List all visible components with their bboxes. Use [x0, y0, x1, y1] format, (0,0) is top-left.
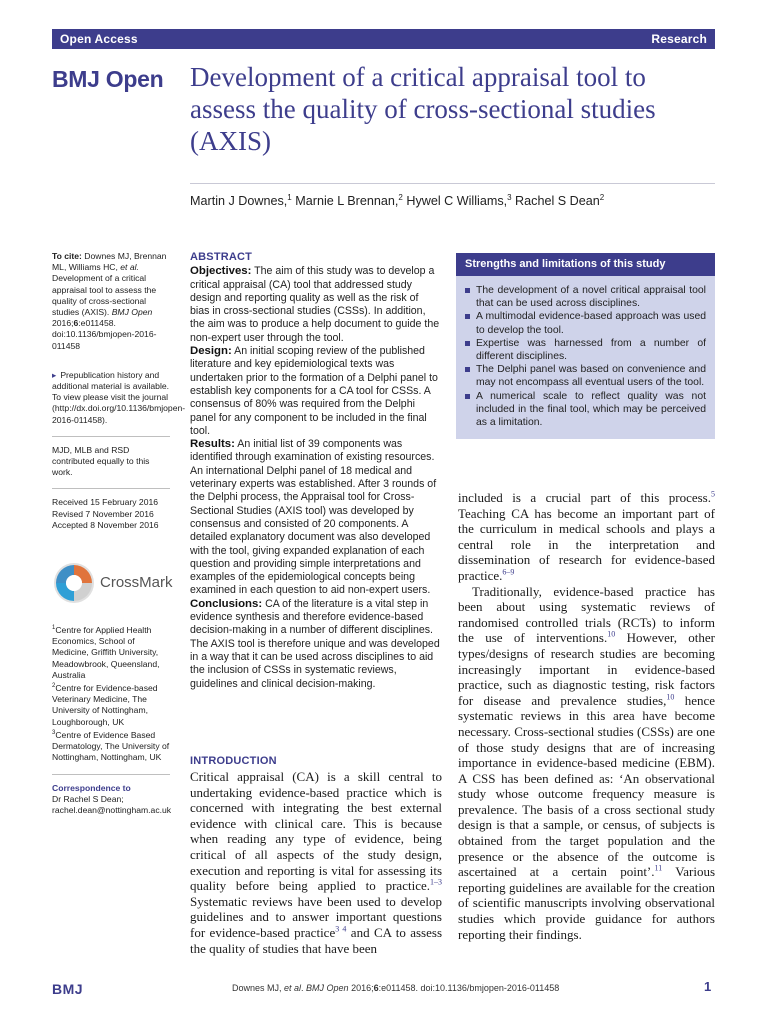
revised-date: Revised 7 November 2016: [52, 508, 154, 519]
sidebar-divider: [52, 488, 170, 489]
list-item: Expertise was harnessed from a number of different disciplines.: [465, 337, 706, 363]
page-number: 1: [704, 979, 712, 994]
received-date: Received 15 February 2016: [52, 497, 159, 508]
left-sidebar: [52, 251, 186, 816]
reference-link[interactable]: 1–3: [430, 877, 442, 887]
footer-bmj-logo: BMJ: [52, 981, 84, 997]
abstract-design: Design: An initial scoping review of the published literature and key epidemiological texts was undertaken prior to the formation of a Delphi panel to establish key components for a CA tool for CSSs. A consensus of 80% was required from the Delphi panel for any component to be included in the final tool.: [190, 345, 438, 437]
introduction: [190, 755, 442, 956]
reference-link[interactable]: 5: [711, 489, 715, 499]
list-item: The Delphi panel was based on convenience and may not encompass all eventual users of the tool.: [465, 363, 706, 389]
author: Marnie L Brennan,$^2$: [291, 192, 403, 208]
affiliation: $^2$Centre for Evidence-based Veterinary Medicine, The University of Nottingham, Loughborough, UK: [52, 683, 158, 727]
triangle-right-icon: ▸: [52, 369, 57, 380]
introduction-heading: INTRODUCTION: [190, 755, 277, 767]
abstract-heading: ABSTRACT: [190, 251, 253, 263]
strengths-limitations-box: [456, 253, 715, 439]
list-item: A multimodal evidence-based approach was used to develop the tool.: [465, 310, 706, 336]
reference-link[interactable]: 10: [607, 630, 616, 640]
author: Hywel C Williams,$^3$: [402, 192, 512, 208]
correspondence-label: Correspondence to: [52, 782, 131, 793]
title-divider: [190, 183, 715, 184]
reference-link[interactable]: 11: [654, 863, 663, 873]
crossmark-icon: [52, 561, 96, 605]
citation-block: To cite: Downes MJ, Brennan ML, Williams HC, et al. Development of a critical appraisal tool to assess the quality of cross-sectional studies (AXIS). BMJ Open 2016;6:e011458. doi:10.1136/bmjopen-2016-011458: [52, 251, 167, 351]
crossmark-badge[interactable]: [52, 561, 172, 605]
crossmark-label: CrossMark: [100, 574, 173, 592]
correspondence-name: Dr Rachel S Dean;: [52, 793, 124, 804]
accepted-date: Accepted 8 November 2016: [52, 519, 159, 530]
list-item: The development of a novel critical appraisal tool that can be used across disciplines.: [465, 284, 706, 310]
author-list: [190, 194, 715, 208]
right-column-text: [458, 490, 715, 942]
reference-link[interactable]: 10: [666, 692, 675, 702]
abstract: [190, 251, 440, 691]
open-access-label: Open Access: [60, 32, 138, 46]
section-label: Research: [651, 32, 707, 46]
reference-link[interactable]: 3 4: [335, 924, 347, 934]
sidebar-divider: [52, 436, 170, 437]
abstract-objectives: Objectives: The aim of this study was to develop a critical appraisal (CA) tool that addressed study design and reporting quality as well as the risk of bias in cross-sectional studies (CSSs). In addition, the aim was to produce a help document to guide the non-expert user through the tool.: [190, 265, 440, 344]
author: Rachel S Dean$^2$: [511, 192, 605, 208]
reference-link[interactable]: 6–9: [502, 567, 515, 577]
affiliation: $^1$Centre for Applied Health Economics, School of Medicine, Griffith University, Meadowbrook, Queensland, Australia: [52, 625, 160, 680]
abstract-results: Results: An initial list of 39 components was identified through examination of existing resources. An international Delphi panel of 18 medical and veterinary experts was established. After 3 rounds of the Delphi process, the Appraisal tool for Cross-Sectional Studies (AXIS tool) was developed by consensus and consisted of 20 components. A detailed explanatory document was also developed with the tool, giving expanded explanation of each question and providing simple interpretations and examples of the epidemiological concepts being examined in each question to aid non-expert users.: [190, 438, 437, 597]
introduction-paragraph: Critical appraisal (CA) is a skill central to undertaking evidence-based practice which is concerned with integrating the best external evidence with clinical care. This is because when reading any type of evidence, being critical of all aspects of the study design, execution and reporting is vital for assessing its quality before being applied to practice.$^{1-3}$ Systematic reviews have been used to develop guidelines and to answer important questions for evidence-based practice$^{3 4}$ and CA to assess the quality of studies that have been: [190, 769, 443, 956]
author: Martin J Downes,$^1$: [190, 192, 292, 208]
footer-citation: Downes MJ, et al. BMJ Open 2016;6:e011458. doi:10.1136/bmjopen-2016-011458: [232, 983, 560, 993]
prepub-link[interactable]: ▸ Prepublication history and additional material is available. To view please visit the journal (http://dx.doi.org/10.1136/bmjopen-2016-011458).: [52, 369, 186, 425]
sidebar-divider: [52, 774, 170, 775]
strengths-heading: Strengths and limitations of this study: [456, 253, 715, 276]
abstract-conclusions: Conclusions: CA of the literature is a vital step in evidence synthesis and therefore evidence-based decision-making in a number of different disciplines. The AXIS tool is therefore unique and was developed in a way that it can be used across disciplines to aid the inclusion of CSSs in systematic reviews, guidelines and clinical decision-making.: [190, 597, 440, 690]
correspondence-email[interactable]: rachel.dean@nottingham.ac.uk: [52, 804, 172, 815]
article-title: Development of a critical appraisal tool to assess the quality of cross-sectional studies (AXIS): [190, 62, 656, 156]
body-paragraph: Traditionally, evidence-based practice has been about using systematic reviews of randomised controlled trials (RCTs) to inform the use of interventions.$^{10}$ However, other types/designs of research studies are becoming increasingly important in evidence-based practice, such as diagnostic testing, risk factors for disease and prevalence studies,$^{10}$ hence systematic reviews in this area have become necessary. Cross-sectional studies (CSSs) are one of those study designs that are of increasing importance in evidence-based medicine (EBM). A CSS has been defined as: ‘An observational study whose outcome frequency measure is prevalence. The basis of a cross sectional study design is that a sample, or census, of subjects is obtained from the target population and the presence or the absence of the outcome is ascertained at a certain point’.$^{11}$ Various reporting guidelines are available for the creation of scientific manuscripts involving observational studies which provide guidance for authors reporting their findings.: [458, 583, 716, 942]
body-paragraph: included is a crucial part of this process.$^5$ Teaching CA has become an important part of the curriculum in medical schools and plays a central role in the interpretation and dissemination of research for evidence-based practice.$^{6-9}$: [458, 489, 715, 583]
strengths-list: [456, 276, 715, 429]
journal-logo: BMJ Open: [52, 66, 164, 92]
equal-contribution-note: MJD, MLB and RSD contributed equally to this work.: [52, 444, 150, 478]
affiliation: $^3$Centre of Evidence Based Dermatology, The University of Nottingham, Nottingham, UK: [52, 729, 170, 763]
header-bar: [52, 29, 715, 49]
list-item: A numerical scale to reflect quality was not included in the final tool, which may be perceived as a limitation.: [465, 390, 706, 430]
